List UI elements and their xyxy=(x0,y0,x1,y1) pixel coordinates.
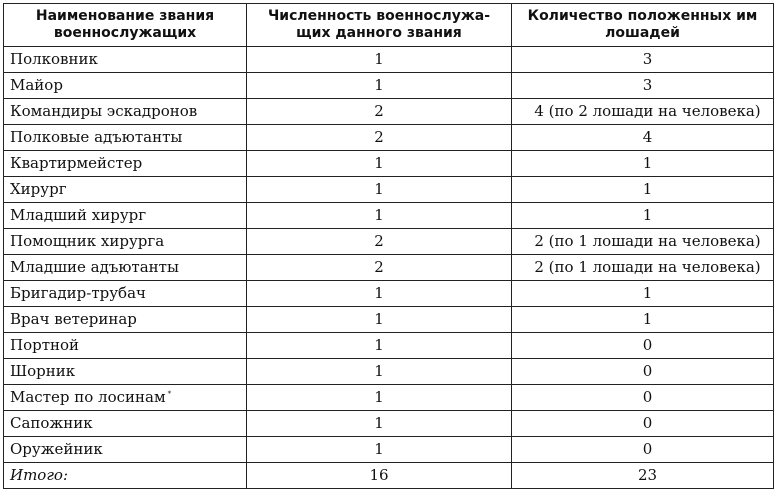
horses-cell: 1 xyxy=(512,151,774,177)
horses-cell: 0 xyxy=(512,385,774,411)
rank-cell: Бригадир-трубач xyxy=(4,281,247,307)
rank-cell: Командиры эскадронов xyxy=(4,99,247,125)
header-personnel-count-line-2: щих данного звания xyxy=(296,25,462,41)
table-header-row xyxy=(4,4,774,47)
horses-cell: 0 xyxy=(512,411,774,437)
rank-cell xyxy=(4,385,247,411)
table-row xyxy=(4,151,774,177)
total-horses: 23 xyxy=(512,463,774,489)
rank-cell: Помощник хирурга xyxy=(4,229,247,255)
count-cell: 1 xyxy=(247,281,512,307)
rank-cell: Оружейник xyxy=(4,437,247,463)
rank-cell: Полковник xyxy=(4,47,247,73)
table-row xyxy=(4,99,774,125)
rank-cell: Портной xyxy=(4,333,247,359)
rank-cell: Шорник xyxy=(4,359,247,385)
total-label: Итого: xyxy=(4,463,247,489)
table-row xyxy=(4,177,774,203)
header-rank-name-line-2: военнослужащих xyxy=(53,25,197,41)
count-cell: 1 xyxy=(247,333,512,359)
count-cell: 2 xyxy=(247,99,512,125)
table-row xyxy=(4,229,774,255)
rank-cell: Хирург xyxy=(4,177,247,203)
table-row xyxy=(4,307,774,333)
horses-cell: 0 xyxy=(512,333,774,359)
horses-cell: 1 xyxy=(512,307,774,333)
rank-cell: Майор xyxy=(4,73,247,99)
count-cell: 1 xyxy=(247,151,512,177)
count-cell: 1 xyxy=(247,437,512,463)
count-cell: 1 xyxy=(247,385,512,411)
table-row xyxy=(4,255,774,281)
table-row xyxy=(4,73,774,99)
count-cell: 2 xyxy=(247,255,512,281)
count-cell: 2 xyxy=(247,125,512,151)
rank-cell: Младшие адъютанты xyxy=(4,255,247,281)
header-personnel-count xyxy=(247,4,512,47)
horses-cell: 4 (по 2 лошади на человека) xyxy=(512,99,774,125)
total-count: 16 xyxy=(247,463,512,489)
header-horses-count-line-2: лошадей xyxy=(605,25,680,41)
horses-cell: 4 xyxy=(512,125,774,151)
count-cell: 2 xyxy=(247,229,512,255)
count-cell: 1 xyxy=(247,177,512,203)
rank-cell: Квартирмейстер xyxy=(4,151,247,177)
table-row xyxy=(4,125,774,151)
rank-cell: Полковые адъютанты xyxy=(4,125,247,151)
header-horses-count-line-1: Количество положенных им xyxy=(527,8,758,24)
table-row xyxy=(4,203,774,229)
header-rank-name-line-1: Наименование звания xyxy=(35,8,215,24)
table-row xyxy=(4,47,774,73)
ranks-horses-table xyxy=(3,3,774,489)
table-row xyxy=(4,281,774,307)
horses-cell: 1 xyxy=(512,203,774,229)
rank-cell: Врач ветеринар xyxy=(4,307,247,333)
rank-text: Мастер по лосинам xyxy=(10,388,166,406)
horses-cell: 0 xyxy=(512,359,774,385)
count-cell: 1 xyxy=(247,47,512,73)
table-row xyxy=(4,385,774,411)
horses-cell: 2 (по 1 лошади на человека) xyxy=(512,229,774,255)
table-row xyxy=(4,333,774,359)
horses-cell: 1 xyxy=(512,177,774,203)
horses-cell: 0 xyxy=(512,437,774,463)
horses-cell: 1 xyxy=(512,281,774,307)
table-row xyxy=(4,437,774,463)
count-cell: 1 xyxy=(247,359,512,385)
horses-cell: 3 xyxy=(512,47,774,73)
table-body xyxy=(4,47,774,489)
count-cell: 1 xyxy=(247,411,512,437)
ranks-horses-table-container xyxy=(3,3,773,489)
header-rank-name xyxy=(4,4,247,47)
table-row xyxy=(4,411,774,437)
horses-cell: 3 xyxy=(512,73,774,99)
rank-cell: Сапожник xyxy=(4,411,247,437)
header-horses-count xyxy=(512,4,774,47)
total-row xyxy=(4,463,774,489)
table-row xyxy=(4,359,774,385)
horses-cell: 2 (по 1 лошади на человека) xyxy=(512,255,774,281)
header-personnel-count-line-1: Численность военнослужа- xyxy=(267,8,491,24)
count-cell: 1 xyxy=(247,73,512,99)
count-cell: 1 xyxy=(247,307,512,333)
rank-cell: Младший хирург xyxy=(4,203,247,229)
count-cell: 1 xyxy=(247,203,512,229)
footnote-marker: * xyxy=(167,390,172,398)
